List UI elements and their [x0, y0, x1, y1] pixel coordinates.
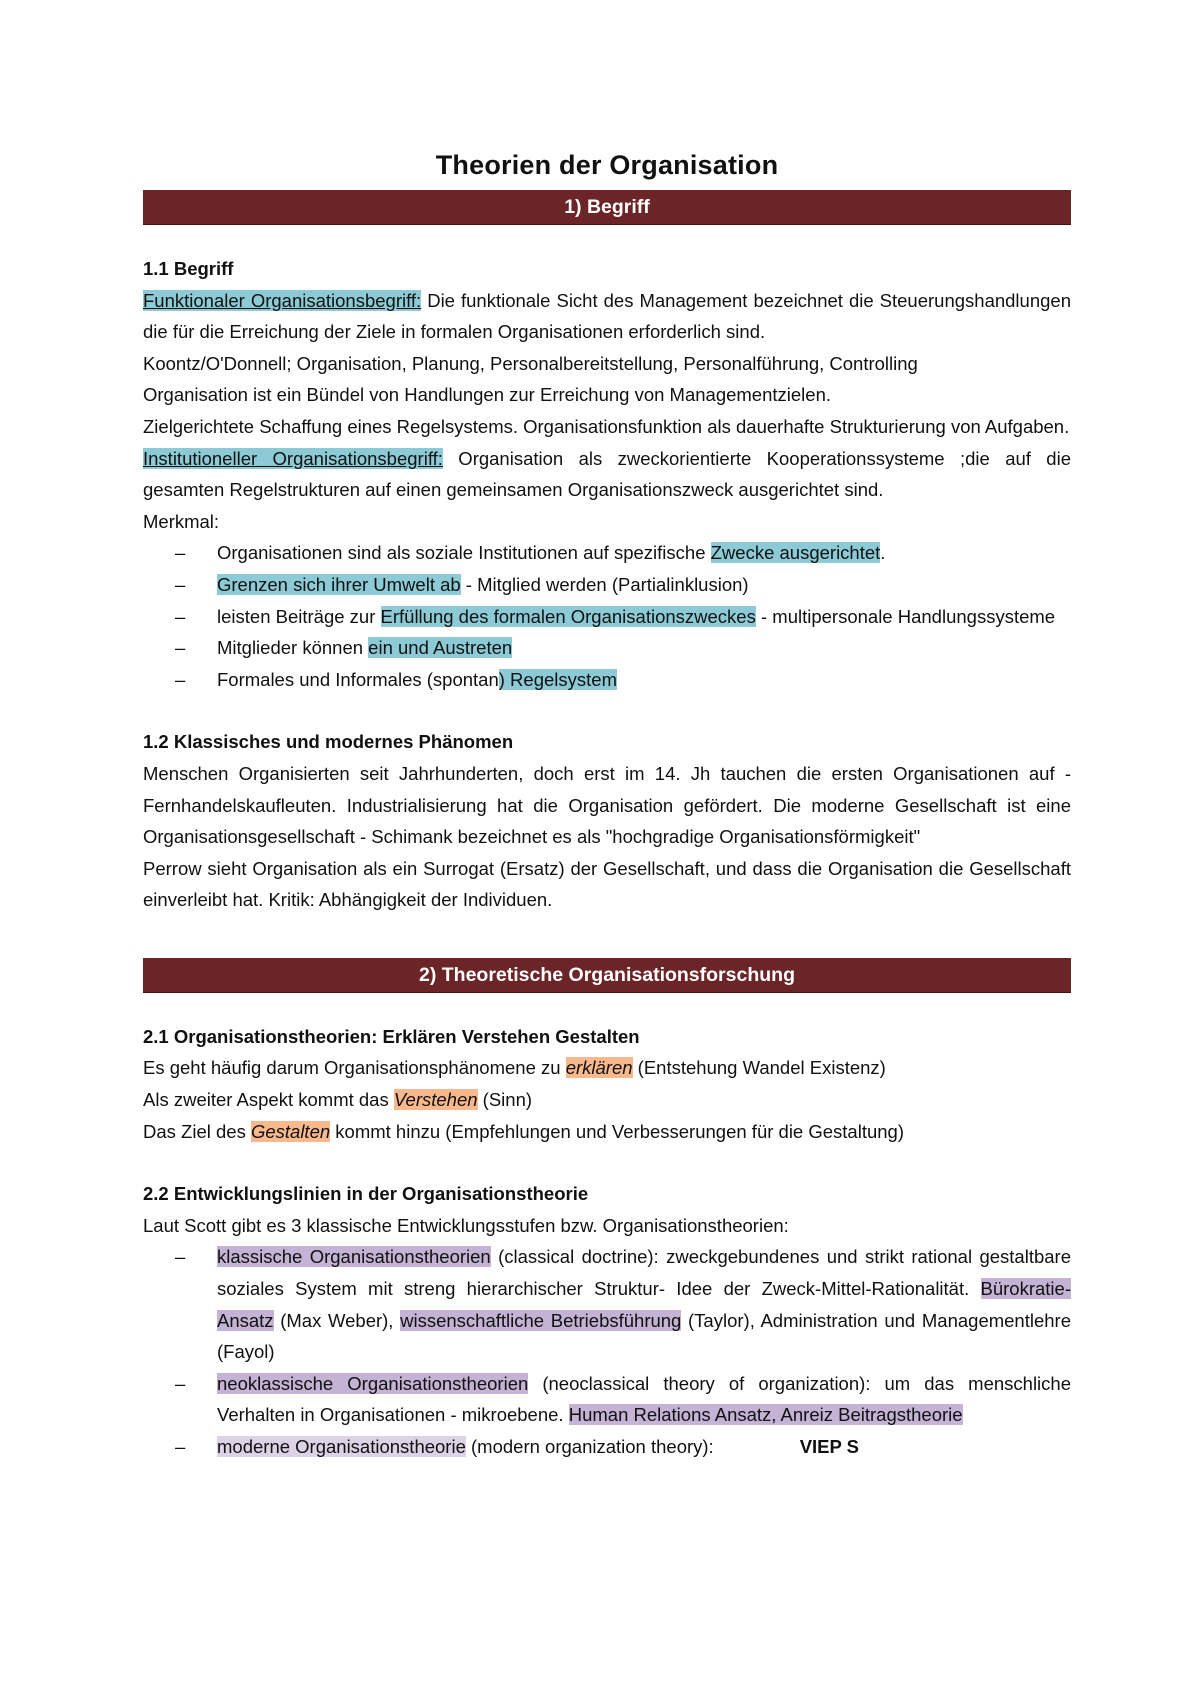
subheading-begriff: 1.1 Begriff	[143, 258, 234, 279]
list-item: – Formales und Informales (spontan) Regelsystem	[143, 664, 1071, 696]
paragraph-scott: Laut Scott gibt es 3 klassische Entwicklungsstufen bzw. Organisationstheorien:	[143, 1214, 789, 1236]
paragraph-koontz: Koontz/O'Donnell; Organisation, Planung, Personalbereitstellung, Personalführung, Controlling	[143, 352, 918, 374]
list-item: – moderne Organisationstheorie (modern organization theory): VIEP S	[143, 1431, 1071, 1463]
list-item: – klassische Organisationstheorien (classical doctrine): zweckgebundenes und strikt rational gestaltbare soziales System mit streng hierarchischer Struktur- Idee der Zweck-Mittel-Rationalität. Bürokratie-Ansatz (Max Weber), wissenschaftliche Betriebsführung (Taylor), Administration und Managementlehre (Fayol)	[143, 1241, 1071, 1367]
theories-list	[143, 1241, 1071, 1462]
subheading-entwicklungslinien: 2.2 Entwicklungslinien in der Organisationstheorie	[143, 1183, 589, 1205]
list-item: – Grenzen sich ihrer Umwelt ab - Mitglied werden (Partialinklusion)	[143, 569, 1071, 601]
subheading-organisationstheorien: 2.1 Organisationstheorien: Erklären Verstehen Gestalten	[143, 1025, 640, 1047]
highlight-funktional: Funktionaler Organisationsbegriff:	[143, 289, 422, 311]
list-item: – neoklassische Organisationstheorien (neoclassical theory of organization): um das menschliche Verhalten in Organisationen - mikroebene. Human Relations Ansatz, Anreiz Beitragstheorie	[143, 1368, 1071, 1431]
viep-label: VIEP S	[799, 1436, 860, 1457]
document-title: Theorien der Organisation	[435, 150, 779, 180]
line-verstehen: Als zweiter Aspekt kommt das Verstehen (Sinn)	[143, 1089, 533, 1111]
list-item: – Organisationen sind als soziale Institutionen auf spezifische Zwecke ausgerichtet.	[143, 537, 1071, 569]
section-bar-begriff: 1) Begriff	[143, 190, 1071, 225]
paragraph-regelsystem: Zielgerichtete Schaffung eines Regelsystems. Organisationsfunktion als dauerhafte Strukturierung von Aufgaben.	[143, 415, 1070, 437]
label-merkmal: Merkmal:	[143, 510, 220, 532]
list-item: – leisten Beiträge zur Erfüllung des formalen Organisationszweckes - multipersonale Handlungssysteme	[143, 601, 1071, 633]
paragraph-institutionell: Institutioneller Organisationsbegriff: Organisation als zweckorientierte Kooperationssysteme ;die auf die gesamten Regelstrukturen auf einen gemeinsamen Organisationszweck ausgerichtet sind.	[143, 447, 1071, 501]
subheading-phaenomen: 1.2 Klassisches und modernes Phänomen	[143, 731, 514, 753]
merkmal-list	[143, 537, 1071, 695]
document-content	[143, 148, 1071, 1463]
line-gestalten: Das Ziel des Gestalten kommt hinzu (Empfehlungen und Verbesserungen für die Gestaltung)	[143, 1120, 904, 1142]
line-erklaeren: Es geht häufig darum Organisationsphänomene zu erklären (Entstehung Wandel Existenz)	[143, 1057, 886, 1079]
highlight-institutionell: Institutioneller Organisationsbegriff:	[143, 447, 443, 469]
paragraph-menschen: Menschen Organisierten seit Jahrhunderten, doch erst im 14. Jh tauchen die ersten Organisationen auf - Fernhandelskaufleuten. Industrialisierung hat die Organisation gefördert. Die moderne Gesellschaft ist eine Organisationsgesellschaft - Schimank bezeichnet es als "hochgradige Organisationsförmigkeit"	[143, 762, 1071, 848]
paragraph-buendel: Organisation ist ein Bündel von Handlungen zur Erreichung von Managementzielen.	[143, 384, 832, 406]
section-bar-forschung: 2) Theoretische Organisationsforschung	[143, 958, 1071, 993]
paragraph-funktional: Funktionaler Organisationsbegriff: Die funktionale Sicht des Management bezeichnet die Steuerungshandlungen die für die Erreichung der Ziele in formalen Organisationen erforderlich sind.	[143, 289, 1071, 343]
list-item: – Mitglieder können ein und Austreten	[143, 632, 1071, 664]
paragraph-perrow: Perrow sieht Organisation als ein Surrogat (Ersatz) der Gesellschaft, und dass die Organisation die Gesellschaft einverleibt hat. Kritik: Abhängigkeit der Individuen.	[143, 857, 1071, 911]
